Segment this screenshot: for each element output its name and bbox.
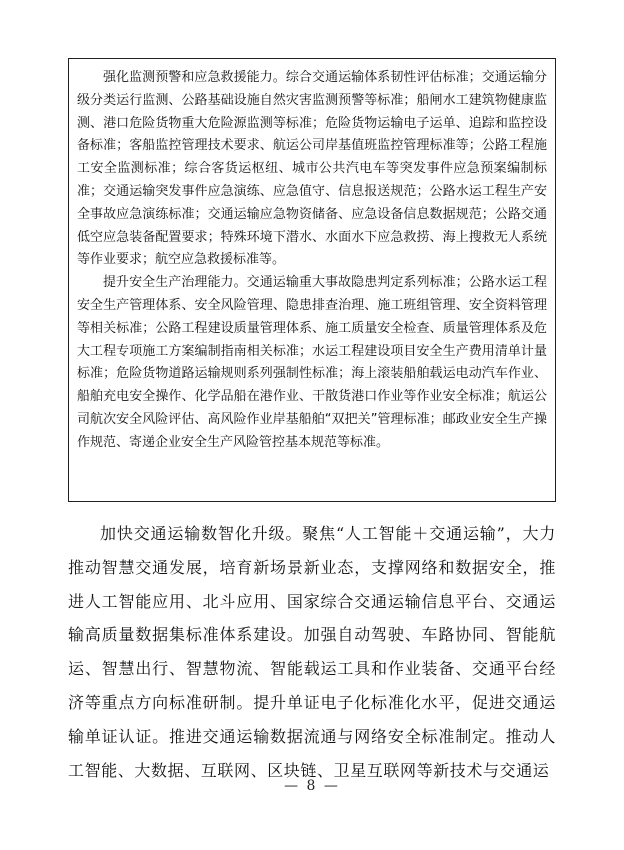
page-number: — 8 — xyxy=(284,778,340,794)
digital-upgrade-paragraph: 加快交通运输数智化升级。聚焦“人工智能＋交通运输”，大力推动智慧交通发展，培育新场景新业态，支撑网络和数据安全，推进人工智能应用、北斗应用、国家综合交通运输信息平台、交通运输高质量数据集标准体系建设。加强自动驾驶、车路协同、智能航运、智慧出行、智慧物流、智能载运工具和作业装备、交通平台经济等重点方向标准研制。提升单证电子化标准化水平，促进交通运输单证认证。推进交通运输数据流通与网络安全标准制定。推动人工智能、大数据、互联网、区块链、卫星互联网等新技术与交通运 xyxy=(68,524,556,780)
standards-text-box xyxy=(68,58,556,502)
safety-governance-paragraph: 提升安全生产治理能力。交通运输重大事故隐患判定系列标准；公路水运工程安全生产管理体系、安全风险管理、隐患排查治理、施工班组管理、安全资料管理等相关标准；公路工程建设质量管理体系、施工质量安全检查、质量管理体系及危大工程专项施工方案编制指南相关标准；水运工程建设项目安全生产费用清单计量标准；危险货物道路运输规则系列强制性标准；海上滚装船舶载运电动汽车作业、船舶充电安全操作、化学品船在港作业、干散货港口作业等作业安全标准；航运公司航次安全风险评估、高风险作业岸基船舶“双把关”管理标准；邮政业安全生产操作规范、寄递企业安全生产风险管控基本规范等标准。 xyxy=(77,275,547,450)
monitoring-emergency-paragraph: 强化监测预警和应急救援能力。综合交通运输体系韧性评估标准；交通运输分级分类运行监测、公路基础设施自然灾害监测预警等标准；船闸水工建筑物健康监测、港口危险货物重大危险源监测等标准；危险货物运输电子运单、追踪和监控设备标准；客船监控管理技术要求、航运公司岸基值班监控管理标准等；公路工程施工安全监测标准；综合客货运枢纽、城市公共汽电车等突发事件应急预案编制标准；交通运输突发事件应急演练、应急值守、信息报送规范；公路水运工程生产安全事故应急演练标准；交通运输应急物资储备、应急设备信息数据规范；公路交通低空应急装备配置要求；特殊环境下潜水、水面水下应急救捞、海上搜救无人系统等作业要求；航空应急救援标准等。 xyxy=(77,70,547,268)
